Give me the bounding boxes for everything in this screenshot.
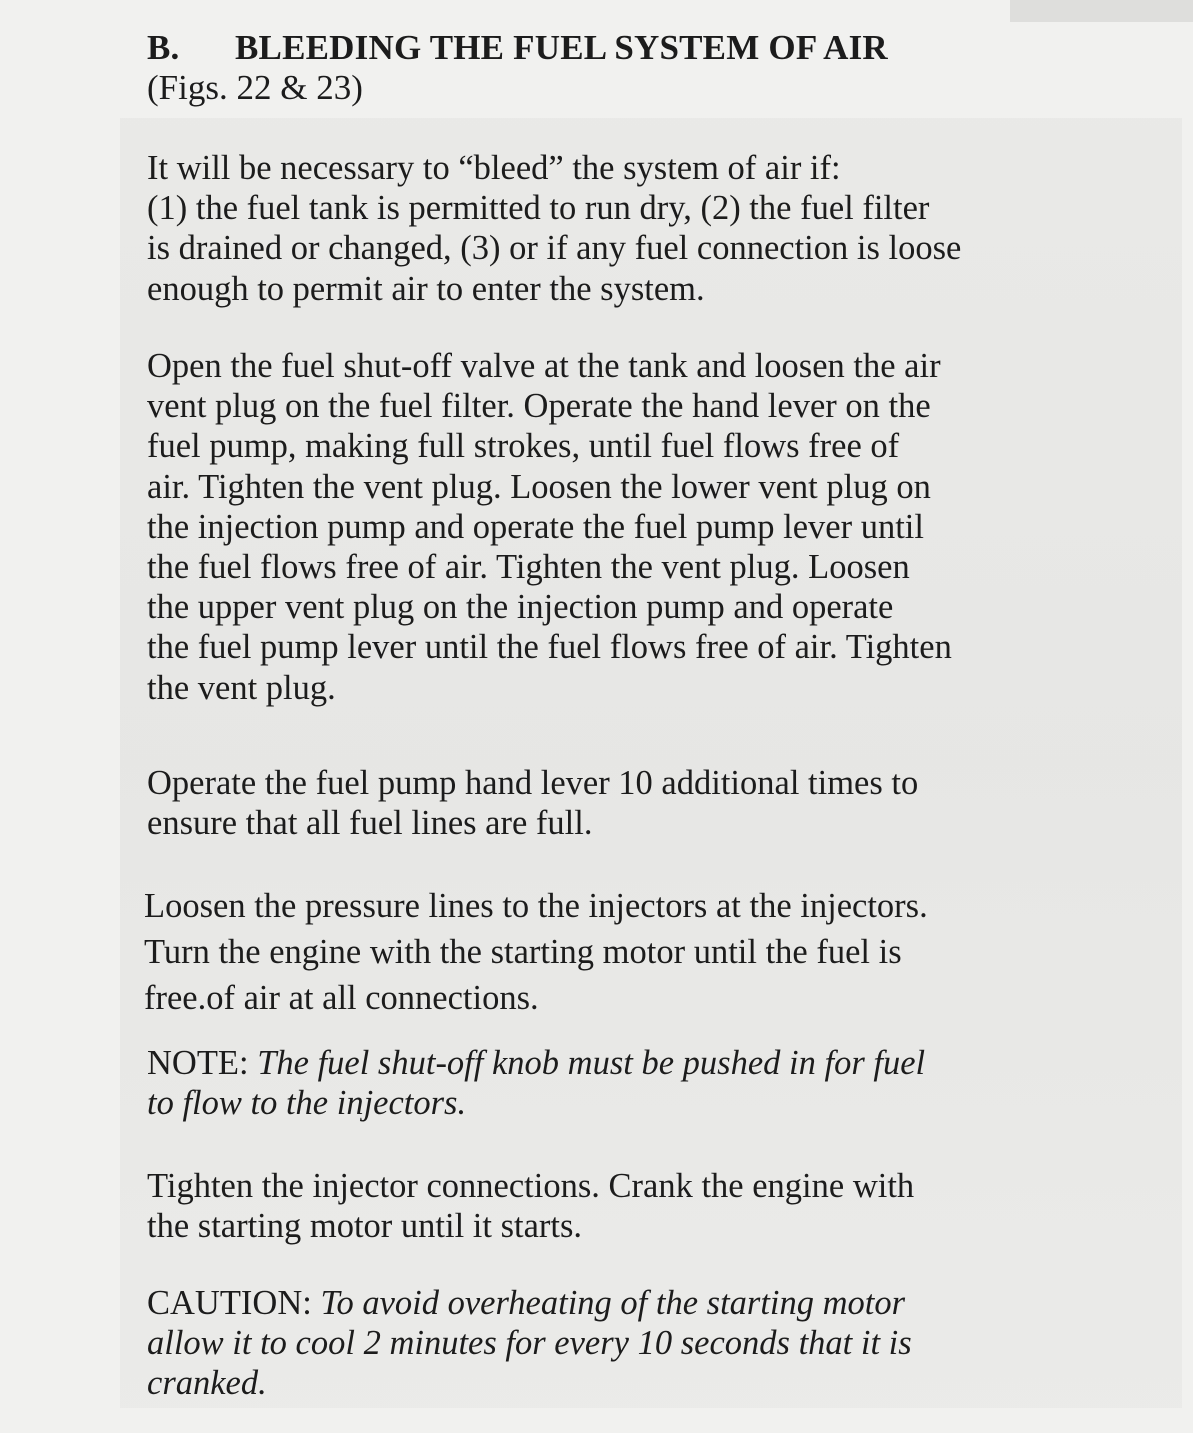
section-heading bbox=[147, 28, 1167, 68]
scan-edge-shading bbox=[1010, 0, 1193, 22]
caution-block bbox=[147, 1283, 912, 1404]
manual-page bbox=[144, 28, 1167, 1403]
section-letter: B. bbox=[147, 28, 180, 67]
paragraph-tighten-connections: Tighten the injector connections. Crank the engine with the starting motor until it starts. bbox=[147, 1167, 915, 1246]
note-block bbox=[147, 1043, 925, 1123]
caution-text: To avoid overheating of the starting motor allow it to cool 2 minutes for every 10 seconds that it is cranked. bbox=[147, 1284, 912, 1403]
caution-label: CAUTION: bbox=[147, 1284, 312, 1322]
note-text: The fuel shut-off knob must be pushed in for fuel to flow to the injectors. bbox=[147, 1044, 926, 1123]
figure-reference: (Figs. 22 & 23) bbox=[147, 68, 363, 107]
paragraph-bleed-conditions: It will be necessary to “bleed” the system of air if: (1) the fuel tank is permitted to run dry, (2) the fuel filter is drained or changed, (3) or if any fuel connection is loose enough to permit air to enter the system. bbox=[147, 149, 962, 308]
note-label: NOTE: bbox=[147, 1044, 249, 1082]
paragraph-bleed-procedure: Open the fuel shut-off valve at the tank and loosen the air vent plug on the fuel filter. Operate the hand lever on the fuel pump, making full strokes, until fuel flows free of air. Tighten the vent plug. Loosen the lower vent plug on the injection pump and operate the fuel pump lever until the fuel flows free of air. Tighten the vent plug. Loosen the upper vent plug on the injection pump and operate the fuel pump lever until the fuel flows free of air. Tighten the vent plug. bbox=[147, 347, 952, 707]
section-title: BLEEDING THE FUEL SYSTEM OF AIR bbox=[235, 28, 888, 67]
paragraph-additional-strokes: Operate the fuel pump hand lever 10 additional times to ensure that all fuel lines are full. bbox=[147, 764, 919, 843]
paragraph-loosen-pressure-lines: Loosen the pressure lines to the injectors at the injectors. Turn the engine with the starting motor until the fuel is free.of air at all connections. bbox=[144, 887, 928, 1017]
